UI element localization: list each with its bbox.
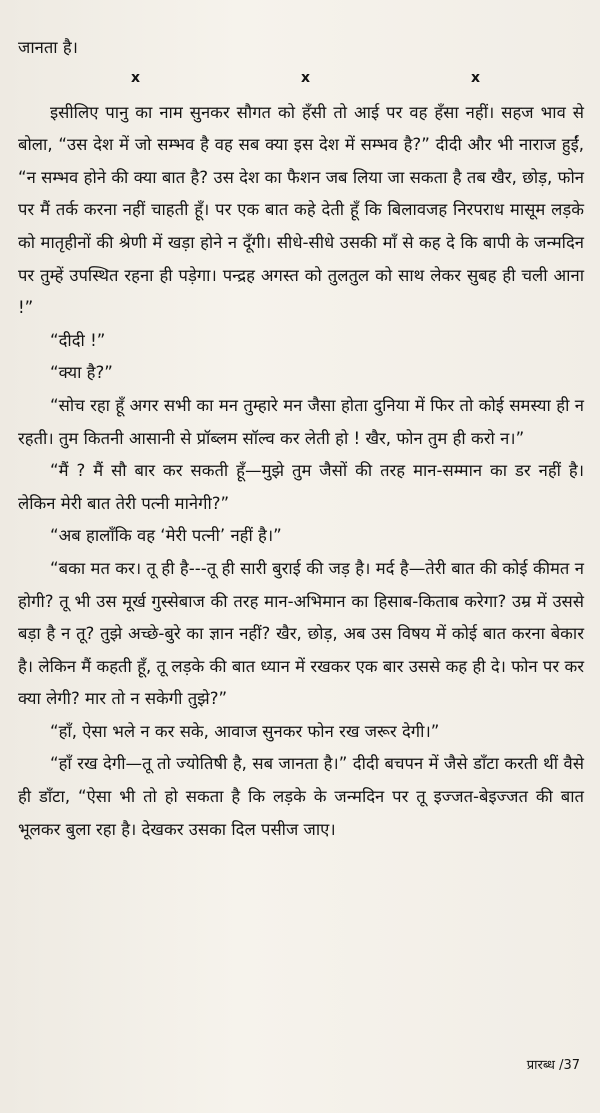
paragraph: “अब हालाँकि वह ‘मेरी पत्नी’ नहीं है।” — [50, 526, 282, 546]
section-separator — [18, 65, 584, 91]
paragraph: “सोच रहा हूँ अगर सभी का मन तुम्हारे मन जैसा होता दुनिया में फिर तो कोई समस्या ही न रहती। तुम कितनी आसानी से प्रॉब्लम सॉल्व कर लेती हो ! खैर, फोन तुम ही करो न।” — [18, 395, 584, 448]
paragraph: “हाँ, ऐसा भले न कर सके, आवाज सुनकर फोन रख जरूर देगी।” — [50, 721, 440, 741]
paragraph: “हाँ रख देगी—तू तो ज्योतिषी है, सब जानता है।” दीदी बचपन में जैसे डाँटा करती थीं वैसे ही डाँटा, “ऐसा भी तो हो सकता है कि लड़के के जन्मदिन पर तू इज्जत-बेइज्जत की बात भूलकर बुला रहा है। देखकर उसका दिल पसीज जाए। — [18, 754, 584, 839]
paragraph: इसीलिए पानु का नाम सुनकर सौगत को हँसी तो आई पर वह हँसा नहीं। सहज भाव से बोला, “उस देश में जो सम्भव है वह सब क्या इस देश में सम्भव है?” दीदी और भी नाराज हुईं, “न सम्भव होने की क्या बात है? उस देश का फैशन जब लिया जा सकता है तब खैर, छोड़, फोन पर मैं तर्क करना नहीं चाहती हूँ। पर एक बात कहे देती हूँ कि बिलावजह निरपराध मासूम लड़के को मातृहीनों की श्रेणी में खड़ा होने न दूँगी। सीधे-सीधे उसकी माँ से कह दे कि बापी के जन्मदिन पर तुम्हें उपस्थित रहना ही पड़ेगा। पन्द्रह अगस्त को तुलतुल को साथ लेकर सुबह ही चली आना !” — [18, 102, 584, 318]
separator-mark: x — [131, 69, 141, 86]
paragraph: “मैं ? मैं सौ बार कर सकती हूँ—मुझे तुम जैसों की तरह मान-सम्मान का डर नहीं है। लेकिन मेरी बात तेरी पत्नी मानेगी?” — [18, 461, 584, 513]
page-footer: प्रारब्ध /37 — [526, 1058, 580, 1073]
paragraph: “क्या है?” — [50, 363, 113, 383]
paragraph: “बका मत कर। तू ही है---तू ही सारी बुराई की जड़ है। मर्द है—तेरी बात की कोई कीमत न होगी? तू भी उस मूर्ख गुस्सेबाज की तरह मान-अभिमान का हिसाब-किताब करेगा? उम्र में उससे बड़ा है न तू? तुझे अच्छे-बुरे का ज्ञान नहीं? खैर, छोड़, अब उस विषय में कोई बात करना बेकार है। लेकिन मैं कहती हूँ, तू लड़के की बात ध्यान में रखकर एक बार उससे कह ही दे। फोन पर कर क्या लेगी? मार तो न सकेगी तुझे?” — [18, 558, 584, 709]
paragraph: “दीदी !” — [50, 330, 106, 350]
separator-mark: x — [300, 69, 311, 86]
opening-line: जानता है। — [18, 38, 78, 57]
separator-mark: x — [470, 69, 480, 86]
